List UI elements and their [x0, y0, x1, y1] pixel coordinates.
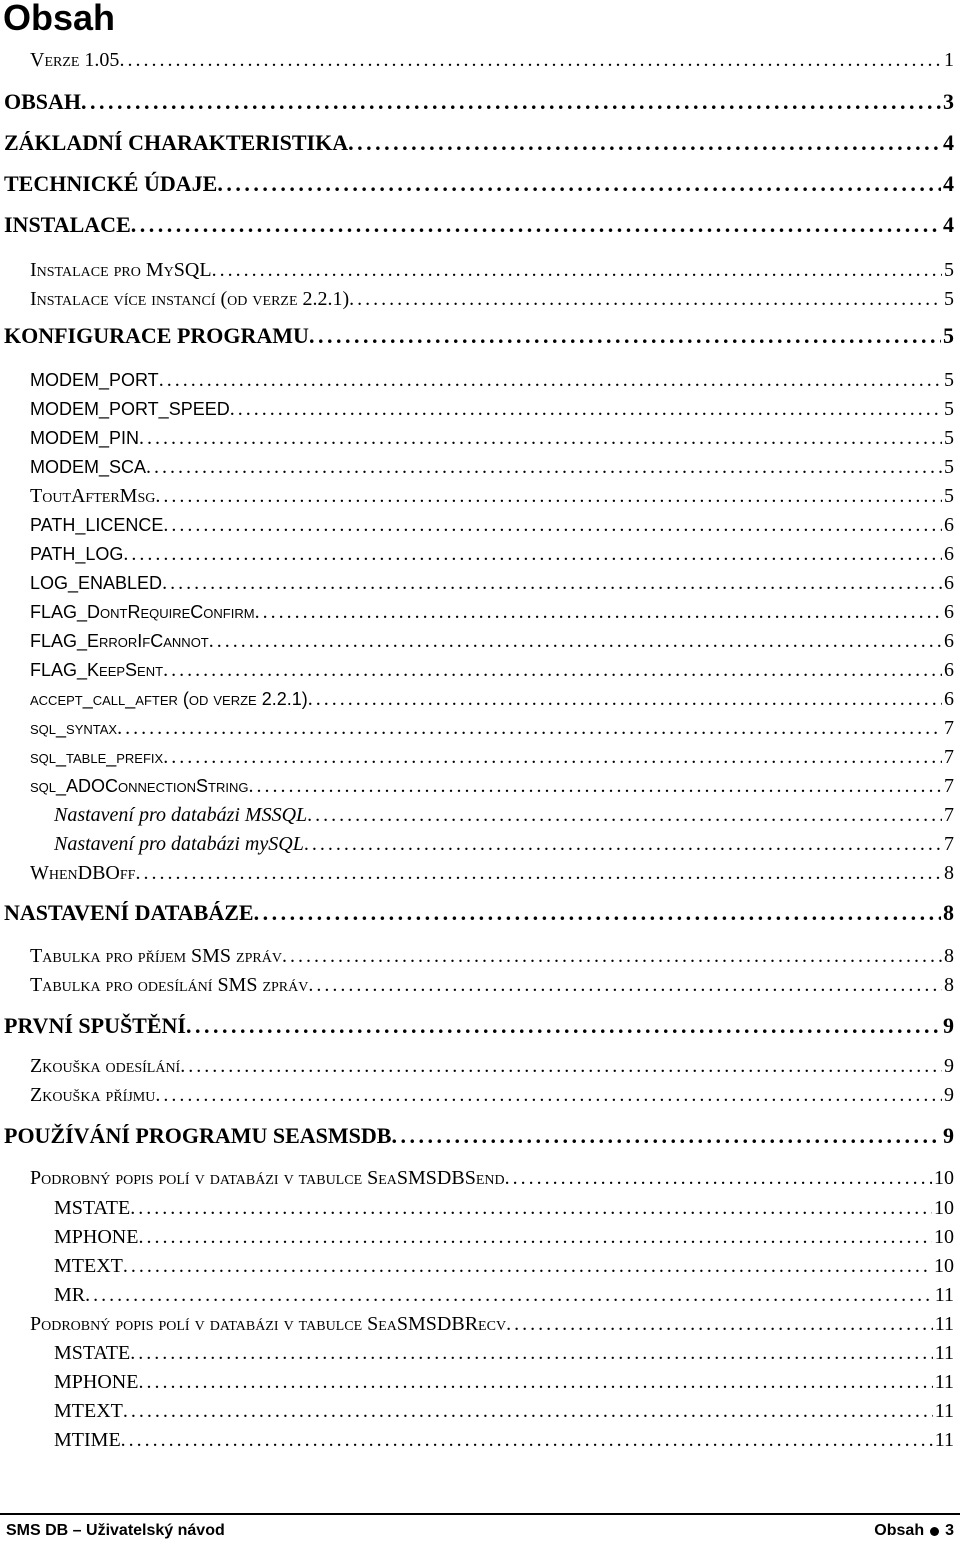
toc-entry-page-number: 5 — [944, 398, 954, 420]
toc-entry-page-number: 4 — [943, 171, 954, 196]
toc-entry-label: PRVNÍ SPUŠTĚNÍ — [4, 1013, 186, 1038]
page-footer — [0, 1513, 960, 1541]
toc-dot-leader — [162, 571, 942, 595]
toc-dot-leader — [163, 658, 942, 682]
toc-entry-page-number: 5 — [944, 485, 954, 507]
toc-entry-page-number: 11 — [934, 1429, 954, 1451]
toc-entry[interactable] — [30, 1166, 954, 1190]
toc-entry-page-number: 7 — [944, 804, 954, 826]
toc-entry[interactable] — [54, 1370, 954, 1394]
toc-entry[interactable] — [30, 1083, 954, 1107]
toc-dot-leader — [248, 774, 942, 798]
toc-dot-leader — [119, 48, 942, 72]
toc-entry-label: INSTALACE — [4, 212, 131, 237]
toc-entry-page-number: 9 — [943, 1013, 954, 1038]
toc-entry-page-number: 10 — [934, 1255, 954, 1277]
toc-dot-leader — [254, 900, 941, 926]
toc-dot-leader — [159, 368, 942, 392]
toc-entry-page-number: 11 — [934, 1342, 954, 1364]
toc-dot-leader — [155, 1083, 942, 1107]
toc-entry-label: MSTATE — [54, 1342, 131, 1364]
toc-entry[interactable] — [30, 861, 954, 885]
toc-entry[interactable] — [30, 287, 954, 311]
toc-entry-page-number: 5 — [944, 259, 954, 281]
toc-dot-leader — [391, 1123, 941, 1149]
toc-entry[interactable] — [54, 1399, 954, 1423]
toc-entry-page-number: 6 — [944, 659, 954, 681]
toc-dot-leader — [139, 426, 942, 450]
toc-entry-label: OBSAH — [4, 89, 82, 114]
toc-entry-page-number: 10 — [934, 1197, 954, 1219]
toc-entry[interactable] — [4, 1123, 954, 1149]
toc-dot-leader — [505, 1166, 932, 1190]
toc-entry[interactable] — [30, 258, 954, 282]
toc-entry-page-number: 4 — [943, 212, 954, 237]
toc-dot-leader — [212, 258, 942, 282]
toc-entry[interactable] — [30, 368, 954, 392]
toc-entry-label: LOG_ENABLED — [30, 573, 163, 593]
toc-dot-leader — [230, 397, 942, 421]
footer-section-label: Obsah — [874, 1522, 925, 1539]
toc-entry[interactable] — [4, 130, 954, 156]
toc-entry-page-number: 9 — [944, 1084, 954, 1106]
toc-entry[interactable] — [30, 397, 954, 421]
toc-entry-page-number: 8 — [944, 862, 954, 884]
toc-entry-page-number: 6 — [944, 572, 954, 594]
toc-entry-page-number: 7 — [944, 746, 954, 768]
toc-entry-label: MODEM_PORT — [30, 370, 159, 390]
toc-dot-leader — [155, 484, 942, 508]
toc-entry-page-number: 8 — [944, 945, 954, 967]
toc-entry-page-number: 9 — [944, 1055, 954, 1077]
toc-dot-leader — [163, 745, 942, 769]
toc-dot-leader — [506, 1312, 933, 1336]
toc-dot-leader — [209, 629, 942, 653]
toc-entry[interactable] — [4, 1013, 954, 1039]
toc-entry-label: MSTATE — [54, 1197, 131, 1219]
footer-page-number: 3 — [945, 1522, 954, 1539]
toc-entry-page-number: 11 — [934, 1400, 954, 1422]
toc-entry[interactable] — [30, 1312, 954, 1336]
toc-entry[interactable] — [30, 484, 954, 508]
toc-entry-page-number: 3 — [943, 89, 954, 114]
toc-entry-page-number: 7 — [944, 833, 954, 855]
toc-entry-page-number: 5 — [944, 456, 954, 478]
toc-entry[interactable] — [30, 426, 954, 450]
toc-entry-label: FLAG_DontRequireConfirm — [30, 602, 255, 622]
toc-dot-leader — [304, 832, 942, 856]
toc-dot-leader — [308, 973, 942, 997]
toc-entry-page-number: 5 — [944, 427, 954, 449]
toc-entry-label: KONFIGURACE PROGRAMU — [4, 323, 309, 348]
toc-dot-leader — [121, 1428, 933, 1452]
toc-entry-label: Podrobný popis polí v databázi v tabulce SeaSMSDBSend — [30, 1167, 505, 1189]
toc-dot-leader — [135, 861, 942, 885]
toc-entry-label: Nastavení pro databázi mySQL — [54, 833, 304, 855]
toc-dot-leader — [308, 687, 942, 711]
toc-entry-label: NASTAVENÍ DATABÁZE — [4, 900, 254, 925]
toc-entry-page-number: 6 — [944, 630, 954, 652]
toc-entry-label: ZÁKLADNÍ CHARAKTERISTIKA — [4, 130, 349, 155]
toc-entry[interactable] — [30, 48, 954, 72]
toc-entry-label: Podrobný popis polí v databázi v tabulce SeaSMSDBRecv — [30, 1313, 507, 1335]
toc-dot-leader — [123, 542, 942, 566]
toc-entry-label: MODEM_PIN — [30, 428, 140, 448]
toc-entry[interactable] — [30, 513, 954, 537]
toc-entry-page-number: 11 — [934, 1371, 954, 1393]
toc-entry-label: Verze 1.05 — [30, 49, 120, 71]
toc-entry-label: MODEM_SCA — [30, 457, 147, 477]
toc-entry[interactable] — [54, 1254, 954, 1278]
toc-entry-label: Tabulka pro odesílání SMS zpráv — [30, 974, 309, 996]
footer-document-title: SMS DB – Uživatelský návod — [6, 1522, 225, 1539]
toc-entry-label: Nastavení pro databázi MSSQL — [54, 804, 308, 826]
toc-entry[interactable] — [54, 1341, 954, 1365]
toc-entry-label: MTIME — [54, 1429, 121, 1451]
toc-entry[interactable] — [4, 323, 954, 349]
toc-entry-label: MR — [54, 1284, 86, 1306]
toc-dot-leader — [85, 1283, 933, 1307]
toc-entry[interactable] — [4, 900, 954, 926]
toc-entry-label: MODEM_PORT_SPEED — [30, 399, 230, 419]
toc-entry-label: Zkouška odesílání — [30, 1055, 181, 1077]
bullet-icon — [930, 1527, 939, 1536]
toc-entry[interactable] — [30, 571, 954, 595]
toc-dot-leader — [307, 803, 942, 827]
toc-entry-page-number: 8 — [943, 900, 954, 925]
toc-dot-leader — [282, 944, 942, 968]
toc-entry-page-number: 10 — [934, 1226, 954, 1248]
toc-dot-leader — [123, 1399, 933, 1423]
toc-entry[interactable] — [4, 212, 954, 238]
toc-entry[interactable] — [30, 1054, 954, 1078]
toc-entry-label: sql_ADOConnectionString — [30, 776, 249, 796]
toc-entry[interactable] — [30, 629, 954, 653]
toc-entry[interactable] — [30, 944, 954, 968]
toc-entry-page-number: 9 — [943, 1123, 954, 1148]
toc-dot-leader — [255, 600, 942, 624]
toc-entry-page-number: 10 — [934, 1167, 954, 1189]
toc-entry-label: FLAG_KeepSent — [30, 660, 164, 680]
toc-entry-page-number: 6 — [944, 514, 954, 536]
toc-entry-label: MTEXT — [54, 1255, 123, 1277]
toc-entry-label: PATH_LOG — [30, 544, 124, 564]
toc-dot-leader — [163, 513, 942, 537]
toc-entry-page-number: 5 — [943, 323, 954, 348]
footer-page-info — [874, 1522, 954, 1540]
toc-entry[interactable] — [54, 832, 954, 856]
toc-dot-leader — [138, 1225, 932, 1249]
toc-entry-label: FLAG_ErrorIfCannot — [30, 631, 209, 651]
toc-entry[interactable] — [30, 600, 954, 624]
toc-entry-label: POUŽÍVÁNÍ PROGRAMU SEASMSDB — [4, 1123, 392, 1148]
toc-entry[interactable] — [54, 1283, 954, 1307]
toc-dot-leader — [131, 212, 941, 238]
toc-entry-label: MPHONE — [54, 1226, 139, 1248]
toc-dot-leader — [130, 1196, 932, 1220]
toc-entry-label: Instalace více instancí (od verze 2.2.1) — [30, 288, 350, 310]
toc-entry-label: sql_table_prefix — [30, 747, 164, 767]
toc-entry-page-number: 6 — [944, 543, 954, 565]
toc-entry-page-number: 1 — [944, 49, 954, 71]
toc-entry-page-number: 11 — [934, 1313, 954, 1335]
toc-entry[interactable] — [30, 687, 954, 711]
toc-entry-page-number: 7 — [944, 775, 954, 797]
toc-entry-label: MPHONE — [54, 1371, 139, 1393]
toc-entry-label: Instalace pro MySQL — [30, 259, 212, 281]
toc-entry[interactable] — [30, 455, 954, 479]
toc-entry-label: accept_call_after (od verze 2.2.1) — [30, 689, 308, 709]
toc-dot-leader — [309, 323, 941, 349]
toc-entry-page-number: 6 — [944, 688, 954, 710]
toc-entry-page-number: 8 — [944, 974, 954, 996]
toc-dot-leader — [217, 171, 941, 197]
toc-dot-leader — [81, 89, 941, 115]
toc-entry-page-number: 5 — [944, 369, 954, 391]
toc-entry[interactable] — [54, 1196, 954, 1220]
toc-entry-page-number: 7 — [944, 717, 954, 739]
toc-entry[interactable] — [30, 542, 954, 566]
toc-dot-leader — [186, 1013, 941, 1039]
toc-entry-page-number: 4 — [943, 130, 954, 155]
toc-entry[interactable] — [30, 716, 954, 740]
toc-dot-leader — [123, 1254, 932, 1278]
toc-entry-page-number: 11 — [934, 1284, 954, 1306]
toc-entry[interactable] — [54, 1225, 954, 1249]
toc-entry[interactable] — [54, 1428, 954, 1452]
toc-entry-page-number: 6 — [944, 601, 954, 623]
toc-dot-leader — [138, 1370, 932, 1394]
toc-entry[interactable] — [30, 774, 954, 798]
toc-entry-label: PATH_LICENCE — [30, 515, 164, 535]
toc-entry-label: Tabulka pro příjem SMS zpráv — [30, 945, 282, 967]
toc-entry-label: WhenDBOff — [30, 862, 136, 884]
toc-entry[interactable] — [30, 658, 954, 682]
toc-dot-leader — [146, 455, 942, 479]
toc-entry[interactable] — [54, 803, 954, 827]
page-title: Obsah — [3, 0, 116, 38]
toc-dot-leader — [180, 1054, 942, 1078]
toc-entry-page-number: 5 — [944, 288, 954, 310]
toc-dot-leader — [117, 716, 942, 740]
toc-dot-leader — [348, 130, 941, 156]
toc-entry-label: Zkouška příjmu — [30, 1084, 156, 1106]
toc-entry[interactable] — [4, 89, 954, 115]
toc-dot-leader — [130, 1341, 933, 1365]
toc-entry-label: TECHNICKÉ ÚDAJE — [4, 171, 218, 196]
toc-entry-label: sql_syntax — [30, 718, 118, 738]
toc-entry-label: MTEXT — [54, 1400, 123, 1422]
toc-dot-leader — [349, 287, 942, 311]
toc-entry[interactable] — [30, 745, 954, 769]
toc-entry[interactable] — [30, 973, 954, 997]
toc-entry-label: ToutAfterMsg — [30, 485, 156, 507]
toc-entry[interactable] — [4, 171, 954, 197]
